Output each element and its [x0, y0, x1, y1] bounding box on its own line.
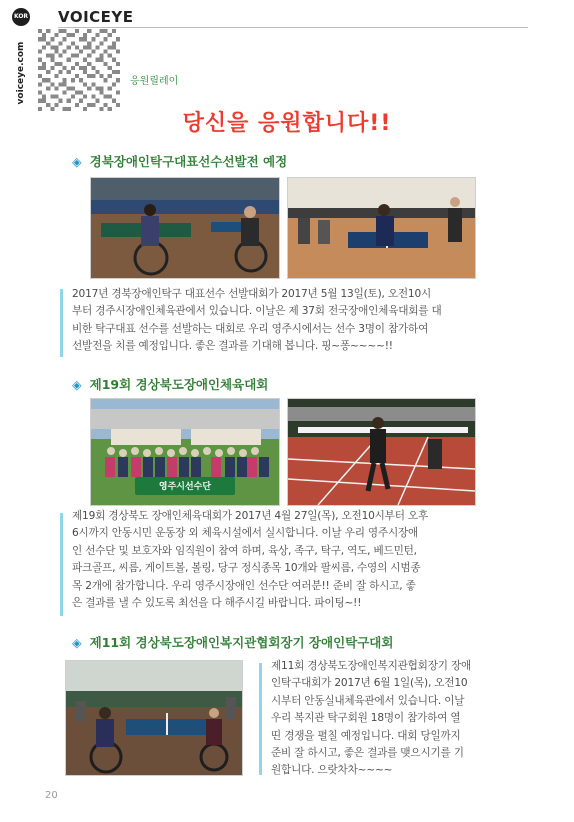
brand-name: VOICEYE: [58, 8, 134, 26]
paragraph-line: 우리 복지관 탁구회원 18명이 참가하여 열: [271, 712, 461, 725]
quote-bar: [259, 663, 262, 775]
section-heading-1: [72, 152, 287, 170]
page-number: 20: [45, 790, 58, 801]
kor-badge: KOR: [12, 8, 30, 26]
header-divider: [58, 27, 528, 28]
paragraph-line: 준비 잘 하시고, 좋은 결과를 맺으시기를 기: [271, 747, 464, 760]
photo-finish-line-runner: [287, 398, 476, 506]
photo-table-tennis-hall: [65, 660, 243, 776]
paragraph-line: 제11회 경상북도장애인복지관협회장기 장애: [271, 660, 472, 672]
paragraph-line: 띤 경쟁을 펼칠 예정입니다. 대회 당일까지: [271, 729, 461, 742]
photo-table-tennis-wheelchair: [90, 177, 280, 279]
section-heading-text: 제19회 경상북도장애인체육대회: [89, 377, 269, 392]
team-banner-text: 영주시선수단: [158, 482, 212, 492]
paragraph-line: 2017년 경북장애인탁구 대표선수 선발대회가 2017년 5월 13일(토), 오전10시: [72, 288, 432, 300]
photo-table-tennis-match: [287, 177, 476, 279]
paragraph-line: 인 선수단 및 보호자와 임직원이 참여 하며, 육상, 족구, 탁구, 역도, 베드민턴,: [72, 544, 417, 557]
paragraph-line: 원합니다. 으랏차차~~~~: [271, 764, 393, 777]
diamond-icon: ◈: [72, 377, 82, 392]
paragraph-line: 은 결과를 낼 수 있도록 최선을 다 해주시길 바랍니다. 파이팅~!!: [72, 597, 362, 610]
paragraph-line: 목 2개에 참가합니다. 우리 영주시장애인 선수단 여러분!! 준비 잘 하시고, 좋: [72, 579, 416, 592]
page-title: 당신을 응원합니다!!: [182, 111, 392, 136]
voiceye-code-image: [38, 29, 120, 111]
paragraph-line: 제19회 경상북도 장애인체육대회가 2017년 4월 27일(목), 오전10시부터 오후: [72, 510, 428, 522]
voiceye-side-logo: [12, 8, 30, 108]
paragraph-line: 부터 경주시장애인체육관에서 있습니다. 이날은 제 37회 전국장애인체육대회를 대: [72, 305, 442, 318]
section-1-paragraph: [72, 286, 492, 356]
paragraph-line: 6시까지 안동시민 운동장 외 체육시설에서 실시합니다. 이날 우리 영주시장애: [72, 527, 419, 540]
section-tag: 응원릴레이: [130, 76, 179, 87]
photo-group-team: [90, 398, 280, 506]
section-heading-text: 제11회 경상북도장애인복지관협회장기 장애인탁구대회: [89, 635, 394, 650]
section-3-paragraph: [271, 658, 511, 780]
diamond-icon: ◈: [72, 154, 82, 169]
section-heading-3: [72, 633, 393, 651]
quote-bar: [60, 513, 63, 616]
section-2-paragraph: [72, 508, 492, 612]
paragraph-line: 비한 탁구대표 선수를 선발하는 대회로 우리 영주시에서는 선수 3명이 참가하여: [72, 322, 429, 335]
quote-bar: [60, 289, 63, 357]
paragraph-line: 파크골프, 씨름, 게이트볼, 볼링, 당구 정식종목 10개와 팔씨름, 수영의 시범종: [72, 562, 421, 575]
paragraph-line: 인탁구대회가 2017년 6월 1일(목), 오전10: [271, 677, 468, 690]
paragraph-line: 선발전을 치를 예정입니다. 좋은 결과를 기대해 봅니다. 핑~퐁~~~~!!: [72, 340, 393, 353]
section-heading-2: [72, 375, 268, 393]
diamond-icon: ◈: [72, 635, 82, 650]
section-heading-text: 경북장애인탁구대표선수선발전 예정: [89, 154, 288, 169]
voiceye-url: voiceye.com: [16, 41, 26, 105]
paragraph-line: 시부터 안동실내체육관에서 있습니다. 이날: [271, 694, 465, 707]
